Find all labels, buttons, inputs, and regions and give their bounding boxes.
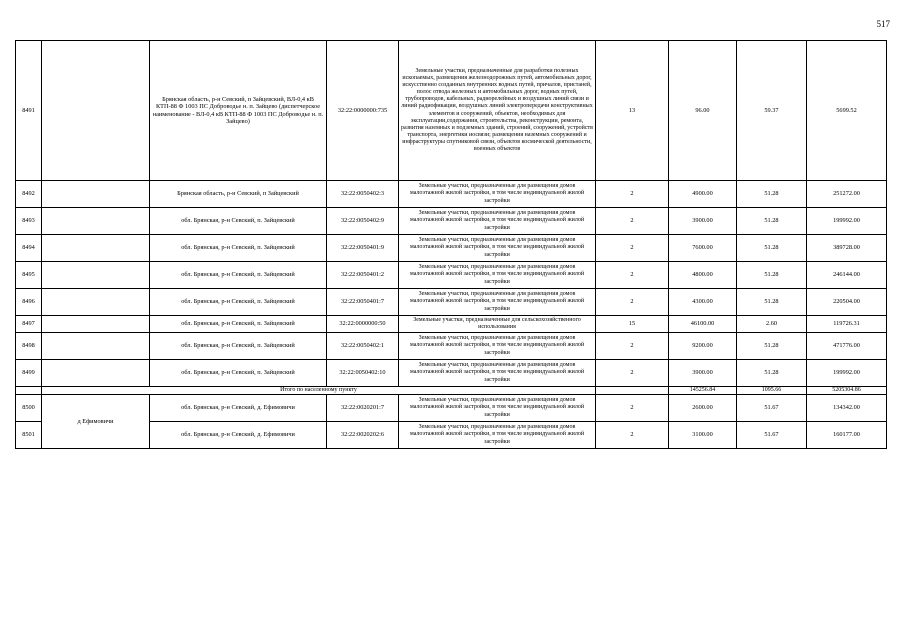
value-cell: 119726.31 xyxy=(807,316,887,333)
group-cell xyxy=(596,387,669,395)
address-cell: обл. Брянская, р-н Севский, д. Ефимовичи xyxy=(150,395,327,422)
group-cell: 2 xyxy=(596,333,669,360)
cadastral-number-cell: 32:22:0050402:9 xyxy=(327,208,399,235)
total-value: 5205304.86 xyxy=(807,387,887,395)
total-row xyxy=(16,387,887,395)
area-cell: 9200.00 xyxy=(669,333,737,360)
cadastral-number-cell: 32:22:0050401:2 xyxy=(327,262,399,289)
locality-cell xyxy=(42,360,150,387)
table-row xyxy=(16,289,887,316)
usage-type-cell: Земельные участки, предназначенные для разработки полезных ископаемых, размещения железнодорожных путей, автомобильных дорог, искусственно созданных внутренних водных путей, причалов, пристаней, полос отвода железных и автомобильных дорог, водных путей, трубопроводов, кабельных, радиорелейных и воздушных линий связи и линий радиофикации, воздушных линий электропередачи конструктивных элементов и сооружений, объектов, необходимых для эксплуатации,содержания, строительства, реконструкции, ремонта, развития наземных и подземных зданий, строений, сооружений, устройств транспорта, энергетики иосвязи; размещения наземных сооружений и инфраструктуры спутниковой связи, объектов космической деятельности, военных объектов xyxy=(399,41,596,181)
row-number: 8496 xyxy=(16,289,42,316)
locality-cell xyxy=(42,41,150,181)
locality-cell xyxy=(42,289,150,316)
address-cell: обл. Брянская, р-н Севский, д. Ефимовичи xyxy=(150,422,327,449)
locality-cell xyxy=(42,262,150,289)
group-cell: 15 xyxy=(596,316,669,333)
table-row xyxy=(16,41,887,181)
cadastral-number-cell: 32:22:0020202:6 xyxy=(327,422,399,449)
rate-cell: 51.28 xyxy=(737,235,807,262)
usage-type-cell: Земельные участки, предназначенные для размещения домов малоэтажной жилой застройки, в том числе индивидуальной жилой застройки xyxy=(399,208,596,235)
row-number: 8497 xyxy=(16,316,42,333)
area-cell: 3100.00 xyxy=(669,422,737,449)
group-cell: 2 xyxy=(596,360,669,387)
rate-cell: 2.60 xyxy=(737,316,807,333)
address-cell: обл. Брянская, р-н Севский, п. Зайцевский xyxy=(150,262,327,289)
cadastral-number-cell: 32:22:0050401:9 xyxy=(327,235,399,262)
table-row xyxy=(16,235,887,262)
group-cell: 2 xyxy=(596,289,669,316)
row-number: 8498 xyxy=(16,333,42,360)
rate-cell: 51.28 xyxy=(737,181,807,208)
total-rate: 1095.66 xyxy=(737,387,807,395)
rate-cell: 51.67 xyxy=(737,422,807,449)
cadastral-number-cell: 32:22:0050401:7 xyxy=(327,289,399,316)
value-cell: 5699.52 xyxy=(807,41,887,181)
cadastral-number-cell: 32:22:0050402:3 xyxy=(327,181,399,208)
cadastral-number-cell: 32:22:0020201:7 xyxy=(327,395,399,422)
row-number xyxy=(16,387,42,395)
row-number: 8501 xyxy=(16,422,42,449)
area-cell: 4900.00 xyxy=(669,181,737,208)
table-row xyxy=(16,262,887,289)
locality-cell xyxy=(42,316,150,333)
row-number: 8494 xyxy=(16,235,42,262)
area-cell: 4300.00 xyxy=(669,289,737,316)
row-number: 8495 xyxy=(16,262,42,289)
value-cell: 199992.00 xyxy=(807,360,887,387)
address-cell: обл. Брянская, р-н Севский, п. Зайцевский xyxy=(150,208,327,235)
value-cell: 220504.00 xyxy=(807,289,887,316)
area-cell: 3900.00 xyxy=(669,208,737,235)
row-number: 8499 xyxy=(16,360,42,387)
usage-type-cell: Земельные участки, предназначенные для сельскохозяйственного использования xyxy=(399,316,596,333)
address-cell: обл. Брянская, р-н Севский, п. Зайцевский xyxy=(150,289,327,316)
rate-cell: 51.28 xyxy=(737,333,807,360)
group-cell: 2 xyxy=(596,208,669,235)
total-label: Итого по населенному пункту xyxy=(42,387,596,395)
table-row xyxy=(16,316,887,333)
locality-cell xyxy=(42,333,150,360)
locality-cell xyxy=(42,181,150,208)
usage-type-cell: Земельные участки, предназначенные для размещения домов малоэтажной жилой застройки, в том числе индивидуальной жилой застройки xyxy=(399,422,596,449)
address-cell: Брянская область, р-н Севский, п Зайцевский xyxy=(150,181,327,208)
usage-type-cell: Земельные участки, предназначенные для размещения домов малоэтажной жилой застройки, в том числе индивидуальной жилой застройки xyxy=(399,181,596,208)
table-row xyxy=(16,181,887,208)
area-cell: 4800.00 xyxy=(669,262,737,289)
rate-cell: 51.67 xyxy=(737,395,807,422)
page-number: 517 xyxy=(876,19,890,29)
rate-cell: 51.28 xyxy=(737,208,807,235)
cadastral-number-cell: 32:22:0050402:1 xyxy=(327,333,399,360)
rate-cell: 51.28 xyxy=(737,289,807,316)
area-cell: 3900.00 xyxy=(669,360,737,387)
address-cell: обл. Брянская, р-н Севский, п. Зайцевский xyxy=(150,235,327,262)
address-cell: обл. Брянская, р-н Севский, п. Зайцевский xyxy=(150,360,327,387)
row-number: 8493 xyxy=(16,208,42,235)
address-cell: Брянская область, р-н Севский, п Зайцевский, ВЛ-0,4 кВ КТП-88 Ф 1003 ПС Доброводье н. п. Зайцево (диспетчерское наименование - ВЛ-0,4 кВ КТП-88 Ф 1003 ПС Добровoдье н. п. Зайцево) xyxy=(150,41,327,181)
group-cell: 2 xyxy=(596,422,669,449)
row-number: 8492 xyxy=(16,181,42,208)
usage-type-cell: Земельные участки, предназначенные для размещения домов малоэтажной жилой застройки, в том числе индивидуальной жилой застройки xyxy=(399,395,596,422)
row-number: 8500 xyxy=(16,395,42,422)
address-cell: обл. Брянская, р-н Севский, п. Зайцевский xyxy=(150,316,327,333)
cadastral-value-table xyxy=(15,40,887,449)
address-cell: обл. Брянская, р-н Севский, п. Зайцевский xyxy=(150,333,327,360)
group-cell: 2 xyxy=(596,235,669,262)
group-cell: 13 xyxy=(596,41,669,181)
total-area: 145256.84 xyxy=(669,387,737,395)
table-row xyxy=(16,208,887,235)
cadastral-number-cell: 32:22:0000000:735 xyxy=(327,41,399,181)
area-cell: 7600.00 xyxy=(669,235,737,262)
cadastral-number-cell: 32:22:0050402:10 xyxy=(327,360,399,387)
area-cell: 46100.00 xyxy=(669,316,737,333)
group-cell: 2 xyxy=(596,395,669,422)
value-cell: 471776.00 xyxy=(807,333,887,360)
table-row xyxy=(16,395,887,422)
value-cell: 389728.00 xyxy=(807,235,887,262)
usage-type-cell: Земельные участки, предназначенные для размещения домов малоэтажной жилой застройки, в том числе индивидуальной жилой застройки xyxy=(399,262,596,289)
value-cell: 134342.00 xyxy=(807,395,887,422)
rate-cell: 51.28 xyxy=(737,360,807,387)
usage-type-cell: Земельные участки, предназначенные для размещения домов малоэтажной жилой застройки, в том числе индивидуальной жилой застройки xyxy=(399,289,596,316)
area-cell: 2600.00 xyxy=(669,395,737,422)
group-cell: 2 xyxy=(596,181,669,208)
value-cell: 251272.00 xyxy=(807,181,887,208)
locality-cell xyxy=(42,208,150,235)
value-cell: 246144.00 xyxy=(807,262,887,289)
table-row xyxy=(16,360,887,387)
group-cell: 2 xyxy=(596,262,669,289)
usage-type-cell: Земельные участки, предназначенные для размещения домов малоэтажной жилой застройки, в том числе индивидуальной жилой застройки xyxy=(399,360,596,387)
row-number: 8491 xyxy=(16,41,42,181)
usage-type-cell: Земельные участки, предназначенные для размещения домов малоэтажной жилой застройки, в том числе индивидуальной жилой застройки xyxy=(399,235,596,262)
locality-cell xyxy=(42,235,150,262)
rate-cell: 51.28 xyxy=(737,262,807,289)
cadastral-number-cell: 32:22:0000000:50 xyxy=(327,316,399,333)
usage-type-cell: Земельные участки, предназначенные для размещения домов малоэтажной жилой застройки, в том числе индивидуальной жилой застройки xyxy=(399,333,596,360)
value-cell: 160177.00 xyxy=(807,422,887,449)
table-row xyxy=(16,333,887,360)
area-cell: 96.00 xyxy=(669,41,737,181)
locality-name: д Ефимовичи xyxy=(42,395,150,449)
value-cell: 199992.00 xyxy=(807,208,887,235)
rate-cell: 59.37 xyxy=(737,41,807,181)
